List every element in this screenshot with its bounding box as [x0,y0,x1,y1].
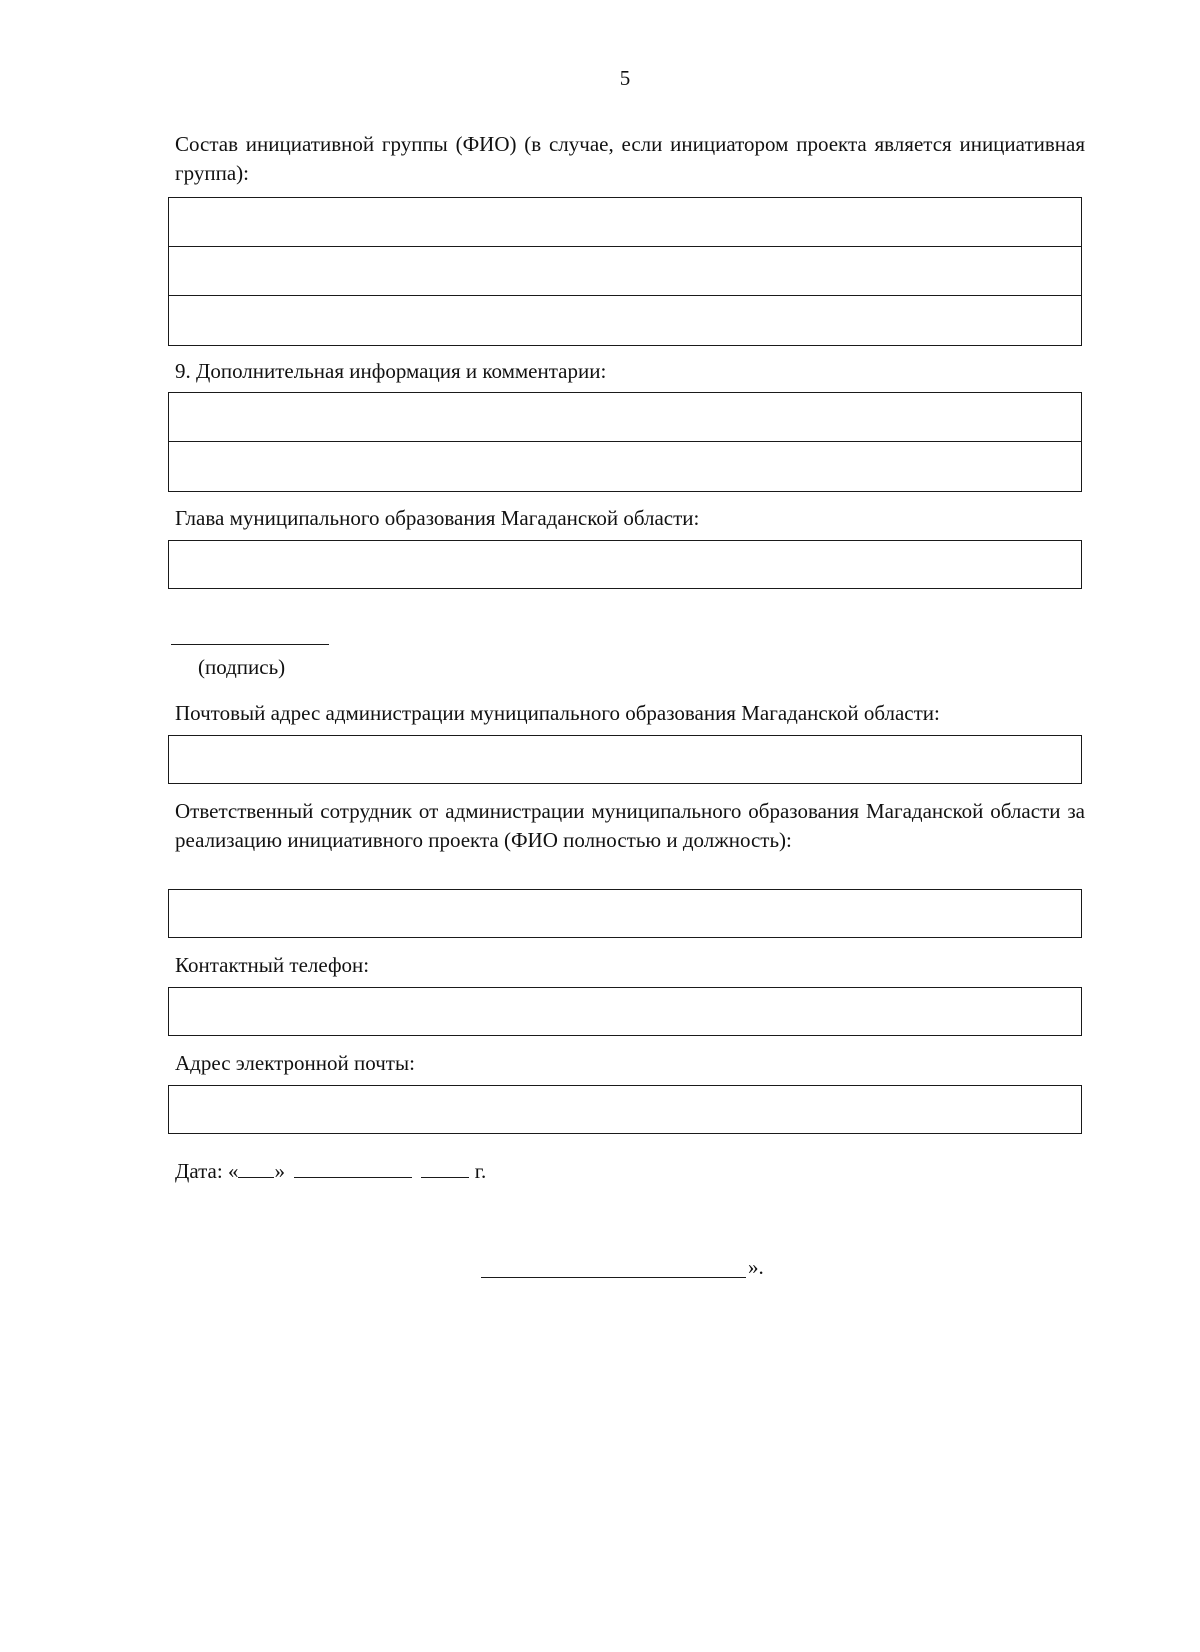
initiative-group-field-1[interactable] [169,198,1081,246]
additional-info-field-2[interactable] [169,442,1081,491]
phone-label: Контактный телефон: [175,953,370,977]
head-field[interactable] [169,541,1081,588]
additional-info-field-1[interactable] [169,393,1081,441]
date-year-blank[interactable] [421,1155,469,1178]
signature-line [171,644,329,645]
initiative-group-row-2 [169,247,1081,296]
additional-info-row-2 [169,442,1081,491]
additional-info-table [168,392,1082,492]
date-month-blank[interactable] [294,1155,412,1178]
email-field[interactable] [169,1086,1081,1133]
closing-quote: ». [748,1255,764,1279]
email-box [168,1085,1082,1134]
date-line [175,1155,486,1186]
initiative-group-row-3 [169,296,1081,345]
initiative-group-row-1 [169,198,1081,247]
initiative-group-field-2[interactable] [169,247,1081,295]
additional-info-row-1 [169,393,1081,442]
date-prefix: Дата: « [175,1159,239,1183]
phone-box [168,987,1082,1036]
page-number: 5 [619,66,631,90]
date-mid: » [274,1159,285,1183]
postal-address-label: Почтовый адрес администрации муниципального образования Магаданской области: [175,701,940,725]
date-suffix: г. [474,1159,487,1183]
date-day-blank[interactable] [238,1155,274,1178]
head-box [168,540,1082,589]
initiative-group-table [168,197,1082,346]
responsible-label: Ответственный сотрудник от администрации муниципального образования Магаданской области за реализацию инициативного проекта (ФИО полностью и должность): [175,799,1085,852]
postal-address-field[interactable] [169,736,1081,783]
signature-caption: (подпись) [198,655,286,679]
additional-info-label: 9. Дополнительная информация и комментарии: [175,359,607,383]
initiative-group-label: Состав инициативной группы (ФИО) (в случае, если инициатором проекта является инициативная группа): [175,132,1085,185]
phone-field[interactable] [169,988,1081,1035]
postal-address-box [168,735,1082,784]
initiative-group-field-3[interactable] [169,296,1081,345]
responsible-field[interactable] [169,890,1081,937]
email-label: Адрес электронной почты: [175,1051,415,1075]
head-label: Глава муниципального образования Магаданской области: [175,506,700,530]
closing-line [481,1277,746,1278]
responsible-box [168,889,1082,938]
